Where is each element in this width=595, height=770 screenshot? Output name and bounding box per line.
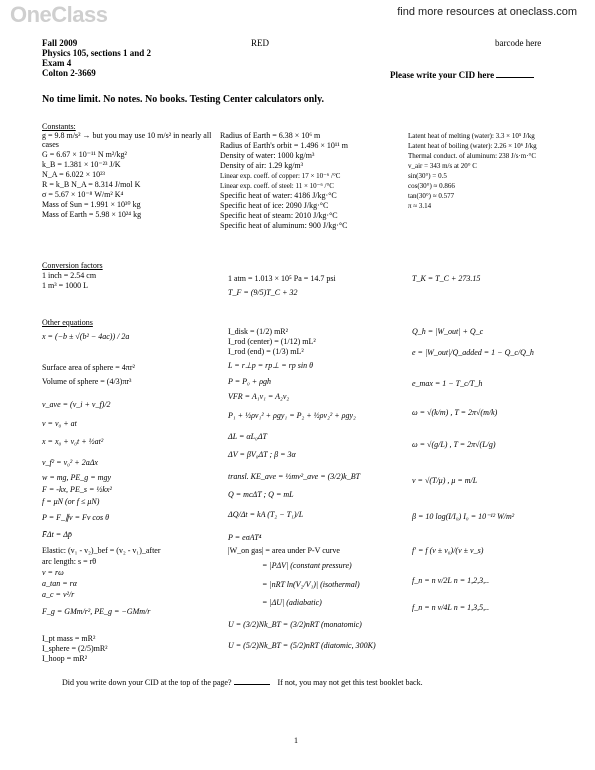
eq-doppler: f′ = f (v ± v₀)/(v ± v_s) <box>412 546 484 555</box>
constant-kB: k_B = 1.381 × 10⁻²³ J/K <box>42 160 121 169</box>
footer-blank[interactable] <box>234 684 270 685</box>
oneclass-logo[interactable] <box>10 2 108 28</box>
eq-v: v = v₀ + at <box>42 419 77 428</box>
constant-G: G = 6.67 × 10⁻¹¹ N m²/kg² <box>42 150 127 159</box>
eq-sphere-volume: Volume of sphere = (4/3)πr³ <box>42 377 132 386</box>
eq-U-monatomic: U = (3/2)Nk_BT = (3/2)nRT (monatomic) <box>228 620 362 629</box>
eq-linear-exp: ΔL = αL₀ΔT <box>228 432 267 441</box>
eq-quadratic: x = (−b ± √(b² − 4ac)) / 2a <box>42 332 130 341</box>
eq-open-pipe: f_n = n v/2L n = 1,2,3,.. <box>412 576 490 585</box>
eq-I-rod-end: I_rod (end) = (1/3) mL² <box>228 347 304 356</box>
eq-elastic: Elastic: (v₁ - v₂)_bef = (v₂ - v₁)_after <box>42 546 161 555</box>
conv-kelvin: T_K = T_C + 273.15 <box>412 274 481 283</box>
eq-atan: a_tan = rα <box>42 579 77 588</box>
eq-friction: f = μN (or f ≤ μN) <box>42 497 100 506</box>
latent-boiling: Latent heat of boiling (water): 2.26 × 10⁶ J/kg <box>408 142 537 150</box>
exam-rules: No time limit. No notes. No books. Testing Center calculators only. <box>42 94 325 105</box>
specific-heat-steam: Specific heat of steam: 2010 J/kg·°C <box>220 211 338 220</box>
pi: π ≈ 3.14 <box>408 202 432 210</box>
constant-R: R = k_B N_A = 8.314 J/mol K <box>42 180 141 189</box>
eq-emax: e_max = 1 − T_c/T_h <box>412 379 483 388</box>
other-eq-heading: Other equations <box>42 318 93 327</box>
sin30: sin(30°) = 0.5 <box>408 172 447 180</box>
v-air: v_air = 343 m/s at 20° C <box>408 162 477 170</box>
eq-vf2: v_f² = v₀² + 2aΔx <box>42 458 98 467</box>
eq-closed-pipe: f_n = n v/4L n = 1,3,5,.. <box>412 603 490 612</box>
constant-mass-sun: Mass of Sun = 1.991 × 10³⁰ kg <box>42 200 141 209</box>
cid-prompt-text: Please write your CID here <box>390 70 495 80</box>
constants-col2 <box>220 131 348 231</box>
radius-earth-orbit: Radius of Earth's orbit = 1.496 × 10¹¹ m <box>220 141 348 150</box>
barcode-label: barcode here <box>495 38 542 48</box>
specific-heat-aluminum: Specific heat of aluminum: 900 J/kg·°C <box>220 221 348 230</box>
footer-question: Did you write down your CID at the top of the page? <box>62 678 232 687</box>
conv-inch: 1 inch = 2.54 cm <box>42 271 97 280</box>
eq-I-rod-center: I_rod (center) = (1/12) mL² <box>228 337 316 346</box>
cid-blank[interactable] <box>496 77 534 78</box>
thermal-conduct: Thermal conduct. of aluminum: 238 J/s·m·°C <box>408 152 536 160</box>
eq-decibel: β = 10 log(I/I₀) I₀ = 10⁻¹² W/m² <box>412 512 515 521</box>
constants-col3 <box>408 131 537 211</box>
constant-mass-earth: Mass of Earth = 5.98 × 10²⁴ kg <box>42 210 142 219</box>
eq-angular-momentum: L = r⊥p = rp⊥ = rp sin θ <box>228 361 314 370</box>
conversion-heading: Conversion factors <box>42 261 103 270</box>
eq-radiation: P = eσAT⁴ <box>228 533 262 542</box>
constant-g: g = 9.8 m/s² → but you may use 10 m/s² in nearly all cases <box>42 131 212 149</box>
exp-copper: Linear exp. coeff. of copper: 17 × 10⁻⁶ /°C <box>220 172 341 180</box>
eq-volume-exp: ΔV = βV₀ΔT ; β = 3α <box>228 450 296 459</box>
exam-number: Exam 4 <box>42 58 72 68</box>
eq-vave: v_ave = (v_i + v_f)/2 <box>42 400 111 409</box>
eq-kinetic-avg: transl. KE_ave = ½mv²_ave = (3/2)k_BT <box>228 472 361 481</box>
eq-wave-speed: v = √(T/μ) , μ = m/L <box>412 476 478 485</box>
eq-work-gas: |W_on gas| = area under P-V curve <box>228 546 340 555</box>
constants-heading: Constants: <box>42 122 76 131</box>
eq-v-rw: v = rω <box>42 568 64 577</box>
constant-NA: N_A = 6.022 × 10²³ <box>42 170 105 179</box>
eq-vfr: VFR = A₁v₁ = A₂v₂ <box>228 392 290 401</box>
eq-heat-engine: Q_h = |W_out| + Q_c <box>412 327 484 336</box>
site-header <box>0 0 595 30</box>
density-water: Density of water: 1000 kg/m³ <box>220 151 315 160</box>
eq-efficiency: e = |W_out|/Q_added = 1 − Q_c/Q_h <box>412 348 534 357</box>
conv-m3: 1 m³ = 1000 L <box>42 281 89 290</box>
eq-spring: F = -kx, PE_s = ½kx² <box>42 485 112 494</box>
eq-arc-length: arc length: s = rθ <box>42 557 97 566</box>
eq-pendulum: ω = √(g/L) , T = 2π√(L/g) <box>412 440 496 449</box>
cid-prompt <box>390 70 534 81</box>
eq-I-sphere: I_sphere = (2/5)mR² <box>42 644 108 653</box>
eq-work-adiabatic: = |ΔU| (adiabatic) <box>262 598 322 607</box>
eq-x: x = x₀ + v₀t + ½at² <box>42 437 104 446</box>
density-air: Density of air: 1.29 kg/m³ <box>220 161 304 170</box>
conv-fahrenheit: T_F = (9/5)T_C + 32 <box>228 288 298 297</box>
location: Colton 2-3669 <box>42 68 96 78</box>
eq-weight: w = mg, PE_g = mgy <box>42 473 112 482</box>
cos30: cos(30°) ≈ 0.866 <box>408 182 455 190</box>
eq-I-point: I_pt mass = mR² <box>42 634 96 643</box>
radius-earth: Radius of Earth = 6.38 × 10⁶ m <box>220 131 321 140</box>
term: Fall 2009 <box>42 38 78 48</box>
eq-heat: Q = mcΔT ; Q = mL <box>228 490 294 499</box>
specific-heat-ice: Specific heat of ice: 2090 J/kg·°C <box>220 201 329 210</box>
eq-power: P = F_∥v = Fv cos θ <box>42 513 110 522</box>
eq-gravity: F_g = GMm/r², PE_g = −GMm/r <box>42 607 151 616</box>
eq-impulse: F̄Δt = Δp̄ <box>42 530 72 539</box>
footer-line <box>62 678 423 688</box>
version: RED <box>251 38 269 48</box>
eq-work-isothermal: = |nRT ln(V₂/V₁)| (isothermal) <box>262 580 360 589</box>
exp-steel: Linear exp. coeff. of steel: 11 × 10⁻⁶ /°C <box>220 182 334 190</box>
conv-atm: 1 atm = 1.013 × 10⁵ Pa = 14.7 psi <box>228 274 336 283</box>
eq-work-isobaric: = |PΔV| (constant pressure) <box>262 561 352 570</box>
eq-pressure-depth: P = P₀ + ρgh <box>228 377 272 386</box>
constant-sigma: σ = 5.67 × 10⁻⁸ W/m² K⁴ <box>42 190 124 199</box>
eq-I-hoop: I_hoop = mR² <box>42 654 88 663</box>
eq-sphere-area: Surface area of sphere = 4πr² <box>42 363 135 372</box>
tan30: tan(30°) ≈ 0.577 <box>408 192 455 200</box>
latent-melting: Latent heat of melting (water): 3.3 × 10⁵ J/kg <box>408 132 535 140</box>
resources-banner[interactable]: find more resources at oneclass.com <box>397 6 577 18</box>
constants-col1 <box>42 131 217 220</box>
page-number: 1 <box>294 736 298 745</box>
eq-U-diatomic: U = (5/2)Nk_BT = (5/2)nRT (diatomic, 300K) <box>228 641 376 650</box>
eq-bernoulli: P₁ + ½ρv₁² + ρgy₁ = P₂ + ½ρv₂² + ρgy₂ <box>228 411 356 420</box>
specific-heat-water: Specific heat of water: 4186 J/kg·°C <box>220 191 337 200</box>
eq-I-disk: I_disk = (1/2) mR² <box>228 327 289 336</box>
eq-spring-osc: ω = √(k/m) , T = 2π√(m/k) <box>412 408 498 417</box>
eq-conduction: ΔQ/Δt = kA (T₂ − T₁)/L <box>228 510 304 519</box>
eq-ac: a_c = v²/r <box>42 590 75 599</box>
logo-text: OneClass <box>10 2 108 27</box>
course: Physics 105, sections 1 and 2 <box>42 48 152 58</box>
footer-warning: If not, you may not get this test booklet back. <box>277 678 423 687</box>
